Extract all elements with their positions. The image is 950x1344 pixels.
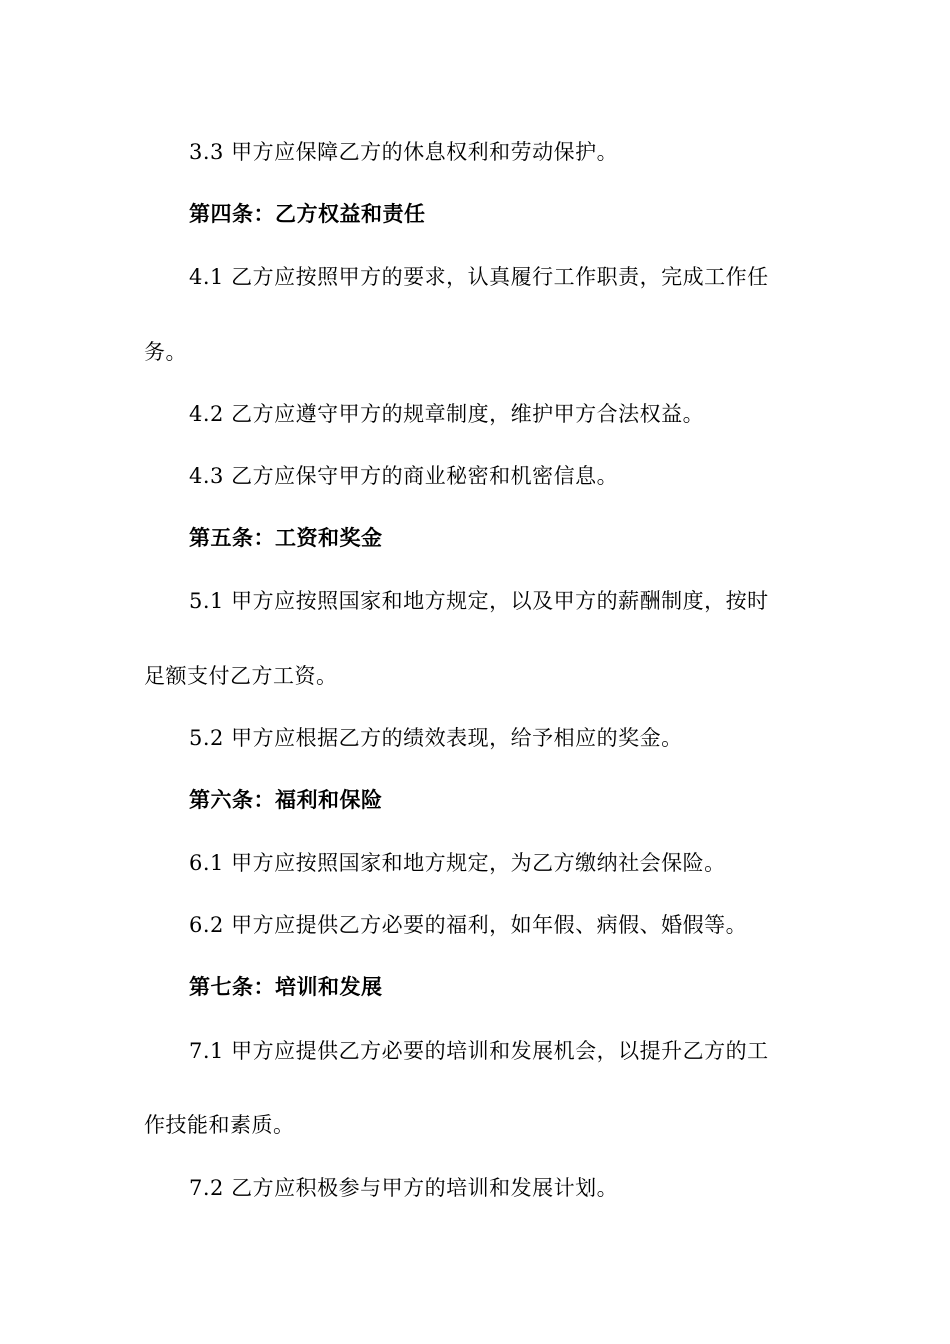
- clause-4-1-continued: 务。: [144, 340, 187, 364]
- clause-4-3: 4.3 乙方应保守甲方的商业秘密和机密信息。: [189, 464, 619, 488]
- clause-7-2: 7.2 乙方应积极参与甲方的培训和发展计划。: [189, 1176, 619, 1200]
- clause-6-2: 6.2 甲方应提供乙方必要的福利，如年假、病假、婚假等。: [189, 913, 748, 937]
- clause-4-2: 4.2 乙方应遵守甲方的规章制度，维护甲方合法权益。: [189, 402, 705, 426]
- clause-5-1: 5.1 甲方应按照国家和地方规定，以及甲方的薪酬制度，按时: [189, 589, 769, 613]
- clause-7-1-continued: 作技能和素质。: [144, 1113, 295, 1137]
- article-5-heading: 第五条：工资和奖金: [189, 525, 383, 550]
- article-4-heading: 第四条：乙方权益和责任: [189, 201, 426, 226]
- clause-5-2: 5.2 甲方应根据乙方的绩效表现，给予相应的奖金。: [189, 726, 683, 750]
- clause-5-1-continued: 足额支付乙方工资。: [144, 664, 338, 688]
- clause-6-1: 6.1 甲方应按照国家和地方规定，为乙方缴纳社会保险。: [189, 851, 726, 875]
- article-6-heading: 第六条：福利和保险: [189, 787, 383, 812]
- clause-3-3: 3.3 甲方应保障乙方的休息权利和劳动保护。: [189, 140, 619, 164]
- clause-7-1: 7.1 甲方应提供乙方必要的培训和发展机会，以提升乙方的工: [189, 1039, 769, 1063]
- article-7-heading: 第七条：培训和发展: [189, 974, 383, 999]
- clause-4-1: 4.1 乙方应按照甲方的要求，认真履行工作职责，完成工作任: [189, 265, 769, 289]
